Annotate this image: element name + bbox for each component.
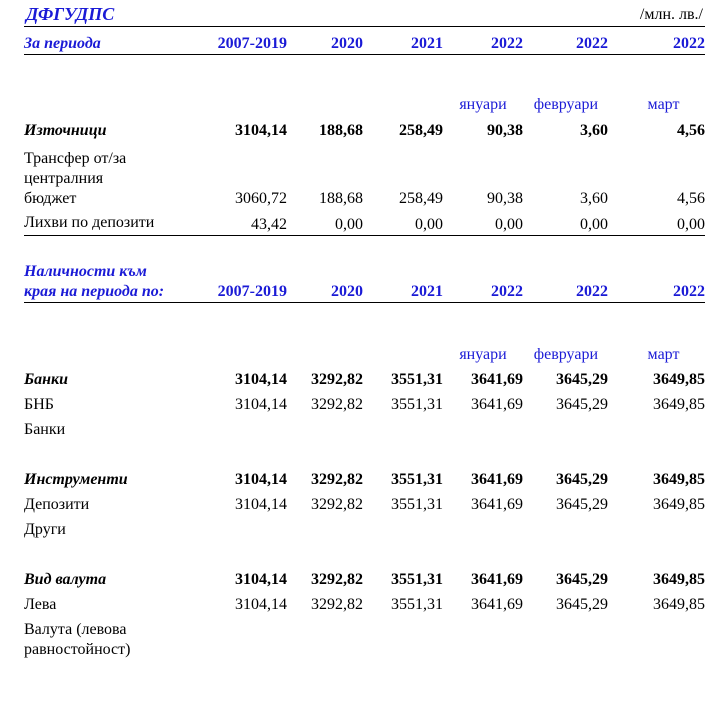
cell-value: 90,38 xyxy=(487,122,523,139)
table-row xyxy=(24,515,705,540)
cell-value xyxy=(443,515,523,540)
cell-value: 3645,29 xyxy=(556,596,608,613)
cell-value: 258,49 xyxy=(399,190,443,207)
row-label: Други xyxy=(24,521,66,538)
group-label: Инструменти xyxy=(24,471,128,488)
cell-value xyxy=(363,615,443,660)
column-header: 2020 xyxy=(287,34,363,55)
column-header: 2022 xyxy=(608,34,705,55)
table-row xyxy=(24,615,705,660)
cell-value xyxy=(363,515,443,540)
cell-value: 3641,69 xyxy=(471,496,523,513)
cell-value: 3104,14 xyxy=(235,596,287,613)
table-row xyxy=(24,590,705,615)
column-header: 2007-2019 xyxy=(189,34,287,55)
table-row xyxy=(24,415,705,440)
cell-value xyxy=(287,615,363,660)
cell-value: 3104,14 xyxy=(235,471,287,488)
group-row xyxy=(24,440,705,490)
month-row xyxy=(24,95,705,115)
cell-value: 3645,29 xyxy=(556,471,608,488)
cell-value: 3292,82 xyxy=(311,496,363,513)
cell-value xyxy=(608,515,705,540)
cell-value xyxy=(363,415,443,440)
cell-value: 3645,29 xyxy=(556,571,608,588)
cell-value xyxy=(523,415,608,440)
table-row xyxy=(24,490,705,515)
row-label: Валута (левова равностойност) xyxy=(24,621,131,658)
cell-value: 3104,14 xyxy=(235,571,287,588)
cell-value: 188,68 xyxy=(319,190,363,207)
column-header: 2022 xyxy=(443,34,523,55)
cell-value: 3551,31 xyxy=(391,496,443,513)
month-label: януари xyxy=(459,96,507,113)
column-header: 2020 xyxy=(287,262,363,303)
column-header: 2007-2019 xyxy=(189,262,287,303)
balances-header-row xyxy=(24,262,705,303)
cell-value: 3649,85 xyxy=(653,471,705,488)
cell-value: 0,00 xyxy=(363,209,443,236)
column-header: 2021 xyxy=(363,34,443,55)
cell-value: 3641,69 xyxy=(471,471,523,488)
cell-value: 3641,69 xyxy=(471,396,523,413)
cell-value: 3641,69 xyxy=(471,571,523,588)
cell-value: 3104,14 xyxy=(235,396,287,413)
cell-value: 3649,85 xyxy=(653,596,705,613)
row-label: Депозити xyxy=(24,496,90,513)
month-label: март xyxy=(647,346,680,363)
row-label: Източници xyxy=(24,122,107,139)
table-row xyxy=(24,209,705,236)
cell-value: 3292,82 xyxy=(311,571,363,588)
cell-value xyxy=(443,415,523,440)
cell-value: 43,42 xyxy=(189,209,287,236)
cell-value: 3292,82 xyxy=(311,596,363,613)
period-label: За периода xyxy=(24,34,189,55)
cell-value xyxy=(608,615,705,660)
row-label: Лихви по депозити xyxy=(24,209,189,236)
cell-value: 3104,14 xyxy=(235,496,287,513)
group-row xyxy=(24,540,705,590)
cell-value: 3551,31 xyxy=(391,396,443,413)
cell-value xyxy=(523,515,608,540)
month-label: февруари xyxy=(533,346,598,363)
cell-value xyxy=(608,415,705,440)
cell-value xyxy=(287,415,363,440)
column-header: 2022 xyxy=(443,262,523,303)
cell-value: 3104,14 xyxy=(235,122,287,139)
balances-table xyxy=(24,262,705,660)
cell-value: 3649,85 xyxy=(653,571,705,588)
table-row xyxy=(24,115,705,141)
column-header: 2022 xyxy=(608,262,705,303)
cell-value: 188,68 xyxy=(319,122,363,139)
cell-value: 3551,31 xyxy=(391,371,443,388)
group-row xyxy=(24,365,705,390)
column-header: 2022 xyxy=(523,34,608,55)
period-label: Наличности към края на периода по: xyxy=(24,262,189,303)
cell-value xyxy=(287,515,363,540)
cell-value: 3641,69 xyxy=(471,371,523,388)
cell-value: 0,00 xyxy=(443,209,523,236)
cell-value: 3292,82 xyxy=(311,371,363,388)
column-header: 2021 xyxy=(363,262,443,303)
sources-header-row xyxy=(24,34,705,55)
cell-value: 3060,72 xyxy=(235,190,287,207)
cell-value xyxy=(443,615,523,660)
month-label: януари xyxy=(459,346,507,363)
month-label: февруари xyxy=(533,96,598,113)
cell-value: 3292,82 xyxy=(311,396,363,413)
cell-value xyxy=(189,515,287,540)
cell-value: 3645,29 xyxy=(556,371,608,388)
row-label: Банки xyxy=(24,421,66,438)
column-header: 2022 xyxy=(523,262,608,303)
cell-value: 3649,85 xyxy=(653,371,705,388)
row-label: БНБ xyxy=(24,396,54,413)
cell-value: 3641,69 xyxy=(471,596,523,613)
group-label: Вид валута xyxy=(24,571,107,588)
sources-table xyxy=(24,34,705,236)
report-header xyxy=(24,4,705,27)
cell-value: 0,00 xyxy=(523,209,608,236)
month-row xyxy=(24,345,705,365)
cell-value: 3292,82 xyxy=(311,471,363,488)
cell-value: 3645,29 xyxy=(556,396,608,413)
table-row xyxy=(24,390,705,415)
cell-value: 3551,31 xyxy=(391,471,443,488)
report-title: ДФГУДПС xyxy=(26,4,115,24)
cell-value xyxy=(189,615,287,660)
cell-value: 4,56 xyxy=(677,122,705,139)
cell-value: 90,38 xyxy=(487,190,523,207)
row-label: Лева xyxy=(24,596,57,613)
cell-value: 3,60 xyxy=(580,190,608,207)
cell-value: 3,60 xyxy=(580,122,608,139)
cell-value: 0,00 xyxy=(608,209,705,236)
cell-value: 3645,29 xyxy=(556,496,608,513)
cell-value: 3649,85 xyxy=(653,396,705,413)
cell-value: 3551,31 xyxy=(391,596,443,613)
cell-value: 3104,14 xyxy=(235,371,287,388)
table-row xyxy=(24,141,705,209)
cell-value: 3649,85 xyxy=(653,496,705,513)
row-label: Трансфер от/за централния бюджет xyxy=(24,150,127,207)
cell-value: 0,00 xyxy=(287,209,363,236)
unit-label: /млн. лв./ xyxy=(639,6,703,23)
group-label: Банки xyxy=(24,371,69,388)
cell-value: 4,56 xyxy=(677,190,705,207)
month-label: март xyxy=(647,96,680,113)
cell-value: 3551,31 xyxy=(391,571,443,588)
cell-value xyxy=(523,615,608,660)
cell-value: 258,49 xyxy=(399,122,443,139)
cell-value xyxy=(189,415,287,440)
